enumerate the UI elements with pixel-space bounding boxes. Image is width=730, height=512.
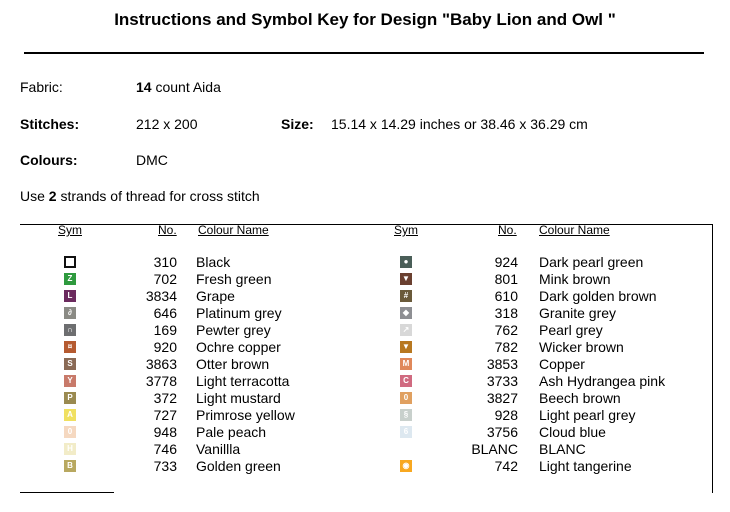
dot-symbol-icon: ● (400, 256, 412, 268)
dmc-number: 746 (153, 441, 177, 457)
z-symbol-icon: Z (64, 273, 76, 285)
triangle-down-symbol-icon: ▼ (400, 273, 412, 285)
colour-name: Black (196, 254, 231, 270)
dmc-number: 727 (153, 407, 177, 423)
dmc-number: 3853 (486, 356, 518, 372)
colour-name: Ochre copper (196, 339, 281, 355)
colour-name: Cloud blue (539, 424, 606, 440)
colour-name: Pewter grey (196, 322, 271, 338)
size-label: Size: (281, 116, 314, 132)
colour-name: Beech brown (539, 390, 621, 406)
fabric-label: Fabric: (20, 79, 63, 95)
colour-name: Golden green (196, 458, 281, 474)
hash-symbol-icon: # (400, 290, 412, 302)
dmc-number: 782 (494, 339, 518, 355)
dmc-number: 310 (153, 254, 177, 270)
colours-value: DMC (136, 152, 168, 168)
colour-name: Pearl grey (539, 322, 603, 338)
key-row (0, 271, 730, 288)
dmc-number: 702 (153, 271, 177, 287)
dmc-number: 948 (153, 424, 177, 440)
colour-name: Primrose yellow (196, 407, 295, 423)
key-row (0, 322, 730, 339)
diamond-symbol-icon: ◆ (400, 307, 412, 319)
key-row (0, 356, 730, 373)
colours-label: Colours: (20, 152, 78, 168)
title-divider (24, 52, 704, 54)
key-row (0, 441, 730, 458)
dmc-number: 646 (153, 305, 177, 321)
fabric-text: count Aida (155, 79, 221, 95)
wicker-triangle-symbol-icon: ▼ (400, 341, 412, 353)
key-row (0, 254, 730, 271)
dmc-number: 169 (153, 322, 177, 338)
colour-name: Platinum grey (196, 305, 282, 321)
dmc-number: 762 (494, 322, 518, 338)
dmc-number: 3827 (486, 390, 518, 406)
dmc-number: 3756 (486, 424, 518, 440)
key-row (0, 390, 730, 407)
dmc-number: 742 (494, 458, 518, 474)
c-symbol-icon: C (400, 375, 412, 387)
strands-instruction (20, 188, 260, 204)
arch-symbol-icon: ∩ (64, 324, 76, 336)
colour-name: Granite grey (539, 305, 617, 321)
strands-num: 2 (48, 188, 57, 204)
key-row (0, 339, 730, 356)
dmc-number: 318 (494, 305, 518, 321)
strands-post: strands of thread for cross stitch (60, 188, 260, 204)
dmc-number: 3834 (145, 288, 177, 304)
l-symbol-icon: L (64, 290, 76, 302)
key-row (0, 458, 730, 475)
page-title: Instructions and Symbol Key for Design "Baby Lion and Owl " (114, 10, 616, 29)
no-header-right: No. (498, 223, 517, 237)
colour-name: Light terracotta (196, 373, 290, 389)
dmc-number: 928 (494, 407, 518, 423)
sym-header-right: Sym (394, 223, 418, 237)
dmc-number: 3778 (145, 373, 177, 389)
colour-name: BLANC (539, 441, 586, 457)
y-symbol-icon: Y (64, 375, 76, 387)
dmc-number: 733 (153, 458, 177, 474)
name-header-right: Colour Name (539, 223, 610, 237)
key-row (0, 407, 730, 424)
p-symbol-icon: P (64, 392, 76, 404)
key-row (0, 424, 730, 441)
key-row (0, 288, 730, 305)
dmc-number: 3863 (145, 356, 177, 372)
sym-header-left: Sym (58, 223, 82, 237)
strands-pre: Use (20, 188, 45, 204)
symbol-key-bottom-rule (20, 492, 114, 493)
box-symbol-icon: ¤ (64, 341, 76, 353)
m-symbol-icon: M (400, 358, 412, 370)
dmc-number: 610 (494, 288, 518, 304)
dmc-number: BLANC (471, 441, 518, 457)
dmc-number: 801 (494, 271, 518, 287)
colour-name: Wicker brown (539, 339, 624, 355)
colour-name: Vanillla (196, 441, 241, 457)
dmc-number: 924 (494, 254, 518, 270)
colour-name: Ash Hydrangea pink (539, 373, 666, 389)
colour-name: Light mustard (196, 390, 281, 406)
stitches-label: Stitches: (20, 116, 80, 132)
size-value: 15.14 x 14.29 inches or 38.46 x 36.29 cm (331, 116, 588, 132)
colour-name: Dark pearl green (539, 254, 644, 270)
dmc-number: 3733 (486, 373, 518, 389)
colour-name: Dark golden brown (539, 288, 657, 304)
arrow-symbol-icon: ↗ (400, 324, 412, 336)
dmc-number: 920 (153, 339, 177, 355)
colour-name: Grape (196, 288, 235, 304)
fabric-value (136, 79, 221, 95)
partial-symbol-icon: ∂ (64, 307, 76, 319)
key-row (0, 305, 730, 322)
circle-dot-symbol-icon: ◉ (400, 460, 412, 472)
key-row (0, 373, 730, 390)
colour-name: Fresh green (196, 271, 272, 287)
s-symbol-icon: S (64, 358, 76, 370)
h-symbol-icon: H (64, 443, 76, 455)
stitches-value: 212 x 200 (136, 116, 198, 132)
colour-name: Pale peach (196, 424, 267, 440)
colour-name: Mink brown (539, 271, 611, 287)
no-header-left: No. (158, 223, 177, 237)
b-symbol-icon: B (64, 460, 76, 472)
six-symbol-icon: 6 (400, 426, 412, 438)
colour-name: Copper (539, 356, 585, 372)
colour-name: Light pearl grey (539, 407, 636, 423)
section-symbol-icon: § (400, 409, 412, 421)
a-symbol-icon: A (64, 409, 76, 421)
ring-symbol-icon: 0 (400, 392, 412, 404)
dmc-number: 372 (153, 390, 177, 406)
name-header-left: Colour Name (198, 223, 269, 237)
colour-name: Otter brown (196, 356, 270, 372)
zero-symbol-icon: 0 (64, 426, 76, 438)
fabric-count: 14 (136, 79, 152, 95)
colour-name: Light tangerine (539, 458, 632, 474)
